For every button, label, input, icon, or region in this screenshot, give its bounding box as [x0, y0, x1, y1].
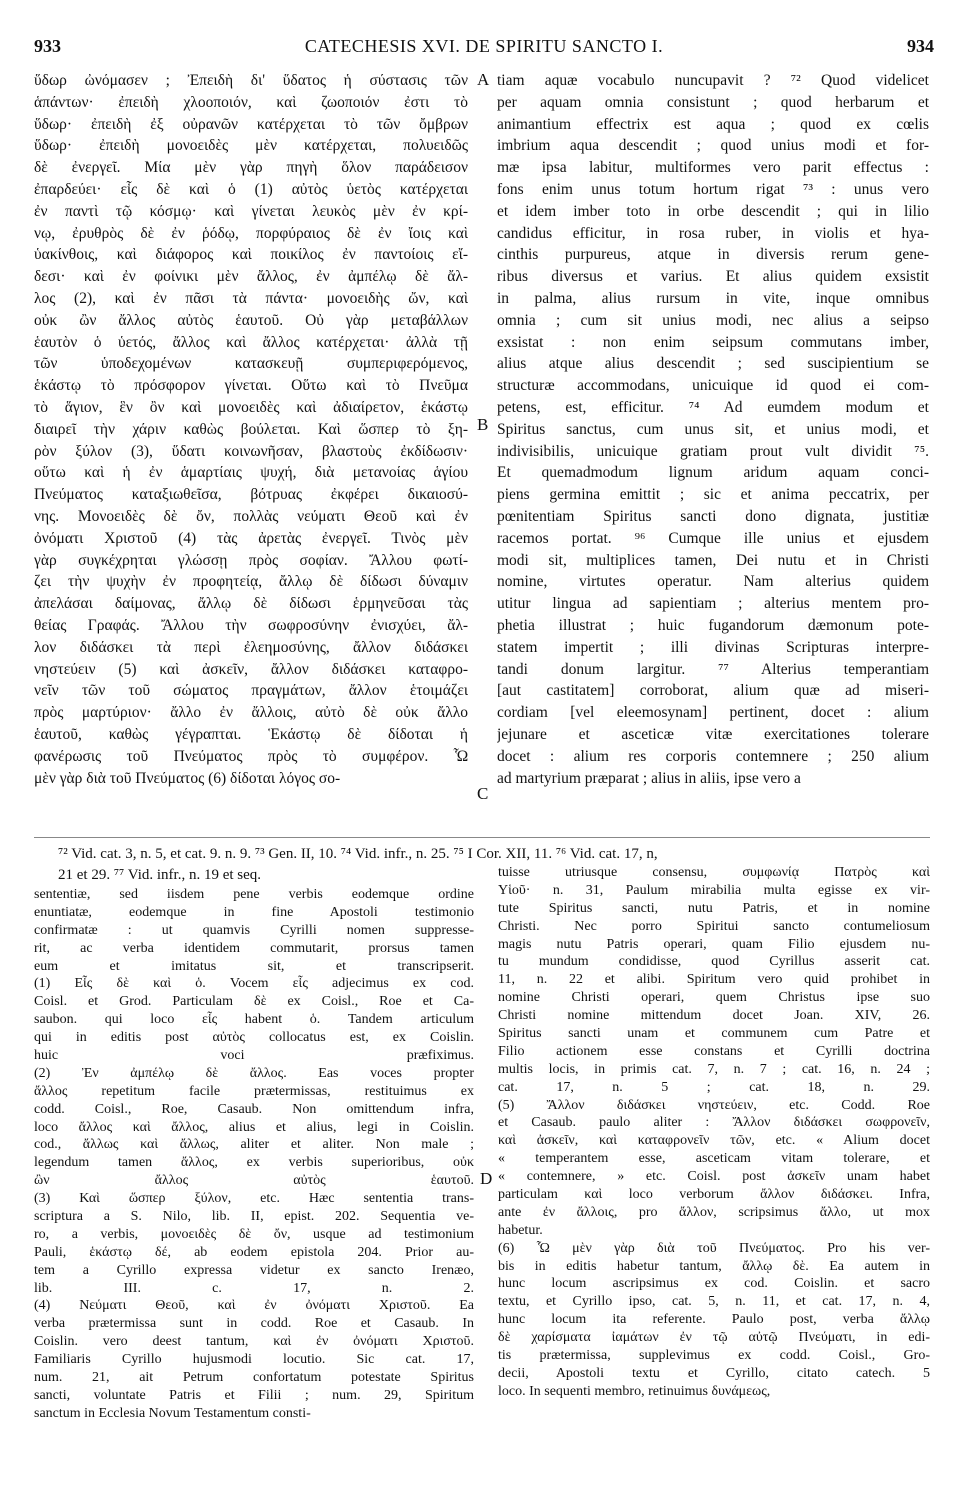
greek-text-line: μὲν γὰρ διὰ τοῦ Πνεύματος (6) δίδοται λόγος σο- [34, 769, 341, 787]
running-title: CATECHESIS XVI. DE SPIRITU SANCTO I. [304, 36, 664, 56]
latin-text-line: phetia illustrat ; huic fugandorum dæmonum pote- [497, 616, 929, 634]
note-line: hunc locum ascripsimus ex cod. Coislin. et sacro [498, 1276, 930, 1292]
note-line: tem a Cyrillo expressa videtur ex sancto Irenæo, [34, 1262, 474, 1278]
notes-left-column [34, 886, 474, 1423]
latin-text-line: in palma, alius rursum in vite, inque omnibus [497, 289, 929, 307]
latin-text-line: tandi donum largitur. ⁷⁷ Alterius temperantiam [497, 660, 929, 678]
note-line: loco ἄλλος καὶ ἄλλος, alius et alius, legi in Coislin. [34, 1119, 474, 1135]
greek-text-line: ὕδωρ· ἐπειδὴ μονοειδὲς μὲν κατέρχεται, πολυειδῶς [34, 137, 468, 155]
page-number-left: 933 [34, 36, 61, 56]
latin-text-line: piens germina emittit ; sic et anima peccatrix, per [497, 486, 929, 504]
column-marker-c: C [477, 784, 489, 803]
greek-text-line: ἀπελάσαι δαίμονας, ἄλλῳ δὲ δίδωσι ἑρμηνεῦσαι τὰς [34, 595, 468, 613]
note-line: Υἱοῦ· n. 31, Paulum mirabilia multa egisse ex vir- [498, 882, 930, 898]
greek-text-line: νεῖν τῶν τοῦ σώματος πραγμάτων, ἄλλον ἑτοιμάζει [34, 682, 468, 700]
note-line: Christi nomine mittendum docet Joan. XIV, 26. [498, 1008, 930, 1024]
note-line: (3) Καὶ ὥσπερ ξύλον, etc. Hæc sententia trans- [34, 1191, 474, 1207]
note-line: confirmatæ : ut quamvis Cyrilli nomen suppresse- [34, 922, 474, 938]
note-line: habetur. [498, 1222, 543, 1238]
column-marker-b: B [477, 415, 489, 434]
note-line: cod., ἄλλως καὶ ἄλλως, aliter et aliter. Non male ; [34, 1137, 474, 1153]
note-line: ὢν ἄλλος αὐτὸς ἑαυτοῦ. [34, 1173, 474, 1189]
note-line: Coislin. vero deest tantum, καὶ ἐν ὀνόματι Χριστοῦ. [34, 1334, 474, 1350]
greek-text-line: νηστεύειν (5) καὶ ἀσκεῖν, ἄλλον διδάσκει καταφρο- [34, 660, 468, 678]
latin-text-line: Et quemadmodum lignum aridum aquam conci- [497, 464, 929, 482]
note-line: ἄλλος repetitum facile prætermissas, restituimus ex [34, 1083, 474, 1099]
footnote-divider [34, 837, 930, 838]
greek-text-line: ἐπαρδεύει· εἷς δὲ καὶ ὁ (1) αὐτὸς ὑετὸς κατέρχεται [34, 180, 468, 198]
latin-text-line: ribus diversus et varius. Et alius quidem exsistit [497, 268, 929, 286]
greek-text-column [34, 70, 468, 789]
greek-text-line: πρὸς μαρτύριον· ἄλλο ἐν ἄλλοις, αὐτὸ δὲ οὐκ ἄλλο [34, 704, 468, 722]
note-line: Coisl. et Grod. Particulam δὲ ex Coisl., Roe et Ca- [34, 994, 474, 1010]
latin-text-line: imbrium aqua descendit ; quod unius modi et for- [497, 137, 929, 155]
latin-text-line: exsistat : non enim seipsum commutans imber, [497, 333, 929, 351]
note-line: hunc locum ita referente. Paulo post, verba ἄλλῳ [498, 1312, 930, 1328]
note-line: tu mundum condidisse, quod Cyrillus asserit cat. [498, 954, 930, 970]
note-line: scriptura a S. Nilo, lib. II, epist. 202. Sequentia ve- [34, 1209, 474, 1225]
latin-text-line: [aut castitatem] corroborat, alium quæ ad miseri- [497, 682, 929, 700]
note-line: (5) Ἄλλον διδάσκει νηστεύειν, etc. Codd. Roe [498, 1097, 930, 1113]
note-line: ante ἐν ἄλλοις, pro ἄλλον, scripsimus ἄλλο, ut mox [498, 1204, 930, 1220]
latin-text-line: et idem imber toto in orbe descendit ; qui in lilio [497, 202, 929, 220]
note-line: sententiæ, sed iisdem pene verbis eodemque ordine [34, 887, 474, 902]
latin-text-line: cordiam [vel eleemosynam] pertinent, docet : alium [497, 704, 929, 722]
note-line: magis nutu Patris operari, quam Filio ejusdem nu- [498, 936, 930, 952]
latin-text-line: tiam aquæ vocabulo nuncupavit ? ⁷² Quod videlicet [497, 72, 929, 89]
latin-text-line: nomine, virtutes operatur. Nam alterius quidem [497, 573, 929, 591]
footnote-ref-line: 21 et 29. ⁷⁷ Vid. infr., n. 19 et seq. [58, 867, 262, 883]
note-line: huic voci præfiximus. [34, 1048, 474, 1064]
page-header [34, 36, 934, 60]
note-line: enuntiatæ, eodemque in fine Apostoli testimonio [34, 904, 474, 920]
note-line: (4) Νεύματι Θεοῦ, καὶ ἐν ὀνόματι Χριστοῦ. Ea [34, 1298, 474, 1314]
greek-text-line: ρὸν ξύλον (3), ὕδατι κοινωνῆσαν, βλαστοὺς ἐκδίδωσιν· [34, 442, 468, 460]
note-line: (6) Ὧ μὲν γὰρ διὰ τοῦ Πνεύματος. Pro his ver- [498, 1240, 930, 1256]
note-line: (2) Ἐν ἀμπέλῳ δὲ ἄλλος. Eas voces propter [34, 1065, 474, 1081]
latin-text-line: fons enim unus totum hortum rigat ⁷³ : unus vero [497, 180, 929, 198]
note-line: 11, n. 22 et alibi. Spiritum vero quid prohibet in [498, 972, 930, 988]
note-line: tis prætermissa, supplevimus ex codd. Coisl., Gro- [498, 1348, 930, 1364]
latin-text-column [497, 70, 929, 789]
greek-text-line: γὰρ συγκέχρηται γλώσσῃ πρὸς σοφίαν. Ἄλλου φωτί- [34, 551, 468, 569]
note-line: saubon. qui loco εἷς habent ὁ. Tandem articulum [34, 1012, 474, 1028]
greek-text-line: ὕδωρ· ἐπειδὴ ἐξ οὐρανῶν κατέρχεται τὸ τῶν ὄμβρων [34, 115, 468, 133]
greek-text-line: ἐν παντὶ τῷ κόσμῳ· καὶ γίνεται λευκὸς μὲν ἐν κρί- [34, 202, 468, 220]
note-line: Christi. Nec porro Spiritui sancto contumeliosum [498, 918, 930, 934]
latin-text-line: modi sit, multiplices tamen, Dei nutu et in Christi [497, 551, 929, 569]
latin-text-line: candidus efficitur, in rosa ruber, in violis et hya- [497, 224, 929, 242]
note-line: particulam καὶ loco verborum ἄλλον διδάσκει. Infra, [498, 1187, 930, 1203]
note-line: qui in editis post αὐτὸς collocatus est, ex Coislin. [34, 1030, 474, 1046]
greek-text-line: νῳ, ἐρυθρὸς δὲ ἐν ῥόδῳ, πορφύραιος δὲ ἐν ἴοις καὶ [34, 224, 468, 242]
greek-text-line: ἑαυτοῦ, καθὼς γέγραπται. Ἑκάστῳ δὲ δίδοται ἡ [34, 725, 468, 743]
greek-text-line: ἁπάντων· ἐπειδὴ χλοοποιόν, καὶ ζωοποιόν ἐστι τὸ [34, 93, 468, 111]
note-line: num. 21, ait Petrum confortatum potestate Spiritus [34, 1370, 474, 1386]
greek-text-line: ὑακίνθοις, καὶ διάφορος καὶ ποικίλος ἐν παντοίοις εἴ- [34, 246, 468, 264]
latin-text-line: petens, est, efficitur. ⁷⁴ Ad eumdem modum et [497, 398, 929, 416]
note-line: verba prætermissa sunt in codd. Roe et Casaub. In [34, 1316, 474, 1332]
greek-text-line: θείας Γραφάς. Ἄλλου τὴν σωφροσύνην ἐνισχύει, ἄλ- [34, 616, 468, 634]
note-line: Familiaris Cyrillo hujusmodi locutio. Sic cat. 17, [34, 1352, 474, 1368]
latin-text-line: Spiritus sanctus, cum unus sit, et unius modi, et [497, 420, 929, 438]
latin-text-line: statem impertit ; illi divinas Scripturas interpre- [497, 638, 929, 656]
note-line: Filio actionem esse constans et Cyrilli doctrina [498, 1043, 930, 1059]
note-line: lib. III. c. 17, n. 2. [34, 1280, 474, 1296]
greek-text-line: οὕτω καὶ ἡ ἐν ἁμαρτίαις ψυχή, διὰ μετανοίας ἁγίου [34, 464, 468, 482]
greek-text-line: τὸ ἅγιον, ἓν ὂν καὶ μονοειδὲς καὶ ἀδιαίρετον, ἑκάστῳ [34, 398, 468, 416]
note-line: tute Spiritus sancti, nutu Patris, et in nomine [498, 900, 930, 916]
footnote-ref-line: ⁷² Vid. cat. 3, n. 5, et cat. 9. n. 9. ⁷³ Gen. II, 10. ⁷⁴ Vid. infr., n. 25. ⁷⁵ I Cor. XII, 11. ⁷⁶ Vid. cat. 17, n, [58, 846, 658, 862]
note-line: et Casaub. paulo aliter : Ἄλλον διδάσκει σωφρονεῖν, [498, 1115, 930, 1131]
note-line: decii, Apostoli textu et Cyrillo, citato catech. 5 [498, 1365, 930, 1381]
note-line: loco. In sequenti membro, retinuimus δυνάμεως, [498, 1383, 771, 1399]
note-line: Pauli, ἑκάστῳ δέ, ab eodem epistola 204. Prior au- [34, 1244, 474, 1260]
note-line: codd. Coisl., Roe, Casaub. Non omittendum infra, [34, 1101, 474, 1117]
greek-text-line: δεσι· καὶ ἐν φοίνικι μὲν ἄλλος, ἐν ἀμπέλῳ δὲ ἄλ- [34, 268, 468, 286]
note-line: eum et imitatus sit, et transcripserit. [34, 958, 474, 974]
greek-text-line: ζει τὴν ψυχὴν ἐν προφητείᾳ, ἄλλῳ δὲ δίδωσι δύναμιν [34, 573, 468, 591]
note-line: sanctum in Ecclesia Novum Testamentum consti- [34, 1405, 311, 1421]
note-line: καὶ ἀσκεῖν, καὶ καταφρονεῖν τῶν, etc. « Alium docet [498, 1133, 930, 1149]
note-line: nomine Christi operari, quem Christus ipse suo [498, 990, 930, 1006]
notes-right-column [498, 864, 930, 1401]
note-line: ro, a verbis, μονοειδὲς δὲ ὄν, usque ad testimonium [34, 1226, 474, 1242]
latin-text-line: per aquam omnia consistunt ; quod herbarum et [497, 93, 929, 111]
greek-text-line: ὕδωρ ὠνόμασεν ; Ἐπειδὴ δι' ὕδατος ἡ σύστασις τῶν [34, 72, 468, 89]
greek-text-line: φανέρωσις τοῦ Πνεύματος πρὸς τὸ συμφέρον. Ὧ [34, 747, 468, 765]
note-line: bis in editis habetur tantum, ἄλλῳ δὲ. Ea autem in [498, 1258, 930, 1274]
latin-text-line: structuræ accommodans, unicuique id quod ei com- [497, 377, 929, 395]
latin-text-line: omnia ; cum sit unius modi, nec alius a seipso [497, 311, 929, 329]
note-line: tuisse utriusque consensu, συμφωνίᾳ Πατρὸς καὶ [498, 865, 930, 880]
greek-text-line: ὀνόματι Χριστοῦ (4) τὰς ἀρετὰς ἐνεργεῖ. Τινὸς μὲν [34, 529, 468, 547]
note-line: cat. 17, n. 5 ; cat. 18, n. 29. [498, 1079, 930, 1095]
note-line: sancti, voluntate Patris et Filii ; num. 29, Spiritum [34, 1387, 474, 1403]
latin-text-line: pœnitentiam Spiritus sancti dono dignata, justitiæ [497, 507, 929, 525]
greek-text-line: νης. Μονοειδὲς δὲ ὄν, πολλὰς νεύματι Θεοῦ καὶ ἐν [34, 507, 468, 525]
greek-text-line: ἑκάστῳ τὸ πρόσφορον γίνεται. Οὕτω καὶ τὸ Πνεῦμα [34, 377, 468, 395]
latin-text-line: indivisibilis, unicuique gratiam prout vult dividit ⁷⁵. [497, 442, 929, 460]
column-marker-d: D [480, 1169, 493, 1188]
column-marker-a: A [477, 70, 490, 89]
note-line: rit, ac verba identidem commutarit, prorsus tamen [34, 940, 474, 956]
note-line: « contemnere, » etc. Coisl. post ἀσκεῖν unam habet [498, 1169, 930, 1185]
note-line: δὲ χαρίσματα ἰαμάτων ἐν τῷ αὐτῷ Πνεύματι, in edi- [498, 1330, 930, 1346]
note-line: Spiritus sancti unam et communem cum Patre et [498, 1026, 930, 1042]
greek-text-line: διαιρεῖ τὴν χάριν καθὼς βούλεται. Καὶ ὥσπερ τὸ ξη- [34, 420, 468, 438]
greek-text-line: ἑαυτὸν ὁ ὑετός, ἄλλος καὶ ἄλλος κατέρχεται· ἀλλὰ τῇ [34, 333, 468, 351]
greek-text-line: οὐκ ὢν ἄλλος αὐτὸς ἑαυτοῦ. Οὐ γὰρ μεταβάλλων [34, 311, 468, 329]
greek-text-line: λον διδάσκει τὰ περὶ ἐλεημοσύνης, ἄλλον διδάσκει [34, 638, 468, 656]
latin-text-line: utitur lingua ad sapientiam ; alterius mentem pro- [497, 595, 929, 613]
latin-text-line: animantium effectrix est aqua ; quod ex cœlis [497, 115, 929, 133]
latin-text-line: cinthis purpureus, atque in diversis rerum gene- [497, 246, 929, 264]
latin-text-line: docet : alium res corporis contemnere ; 250 alium [497, 747, 929, 765]
note-line: « temperantem esse, asceticam vitam tolerare, et [498, 1151, 930, 1167]
latin-text-line: racemos portat. ⁹⁶ Cumque ille unius et ejusdem [497, 529, 929, 547]
note-line: legendum tamen ἄλλος, ex verbis superioribus, οὐκ [34, 1155, 474, 1171]
latin-text-line: ad martyrium præparat ; alius in aliis, ipse vero a [497, 769, 801, 787]
latin-text-line: alius atque alius descendit ; sed suscipientium se [497, 355, 929, 373]
greek-text-line: Πνεύματος καταξιωθεῖσα, βότρυας ἐκφέρει δικαιοσύ- [34, 486, 468, 504]
greek-text-line: δὲ ἐνεργεῖ. Μία μὲν γὰρ πηγὴ ὅλον παράδεισον [34, 159, 468, 177]
note-line: (1) Εἷς δὲ καὶ ὁ. Vocem εἷς adjecimus ex cod. [34, 976, 474, 992]
note-line: multis locis, in primis cat. 7, n. 7 ; cat. 16, n. 24 ; [498, 1061, 930, 1077]
greek-text-line: τῶν ὑποδεχομένων κατασκευῇ συμπεριφερόμενος, [34, 355, 468, 373]
greek-text-line: λος (2), καὶ ἐν πᾶσι τὰ πάντα· μονοειδὴς ὤν, καὶ [34, 289, 468, 307]
latin-text-line: mæ ipsa labitur, multiformes vero parit effectus : [497, 159, 929, 177]
page-number-right: 934 [907, 36, 934, 56]
latin-text-line: jejunare et asceticæ vitæ exercitationes tolerare [497, 725, 929, 743]
note-line: textu, et Cyrillo ipso, cat. 5, n. 11, et cat. 17, n. 4, [498, 1294, 930, 1310]
